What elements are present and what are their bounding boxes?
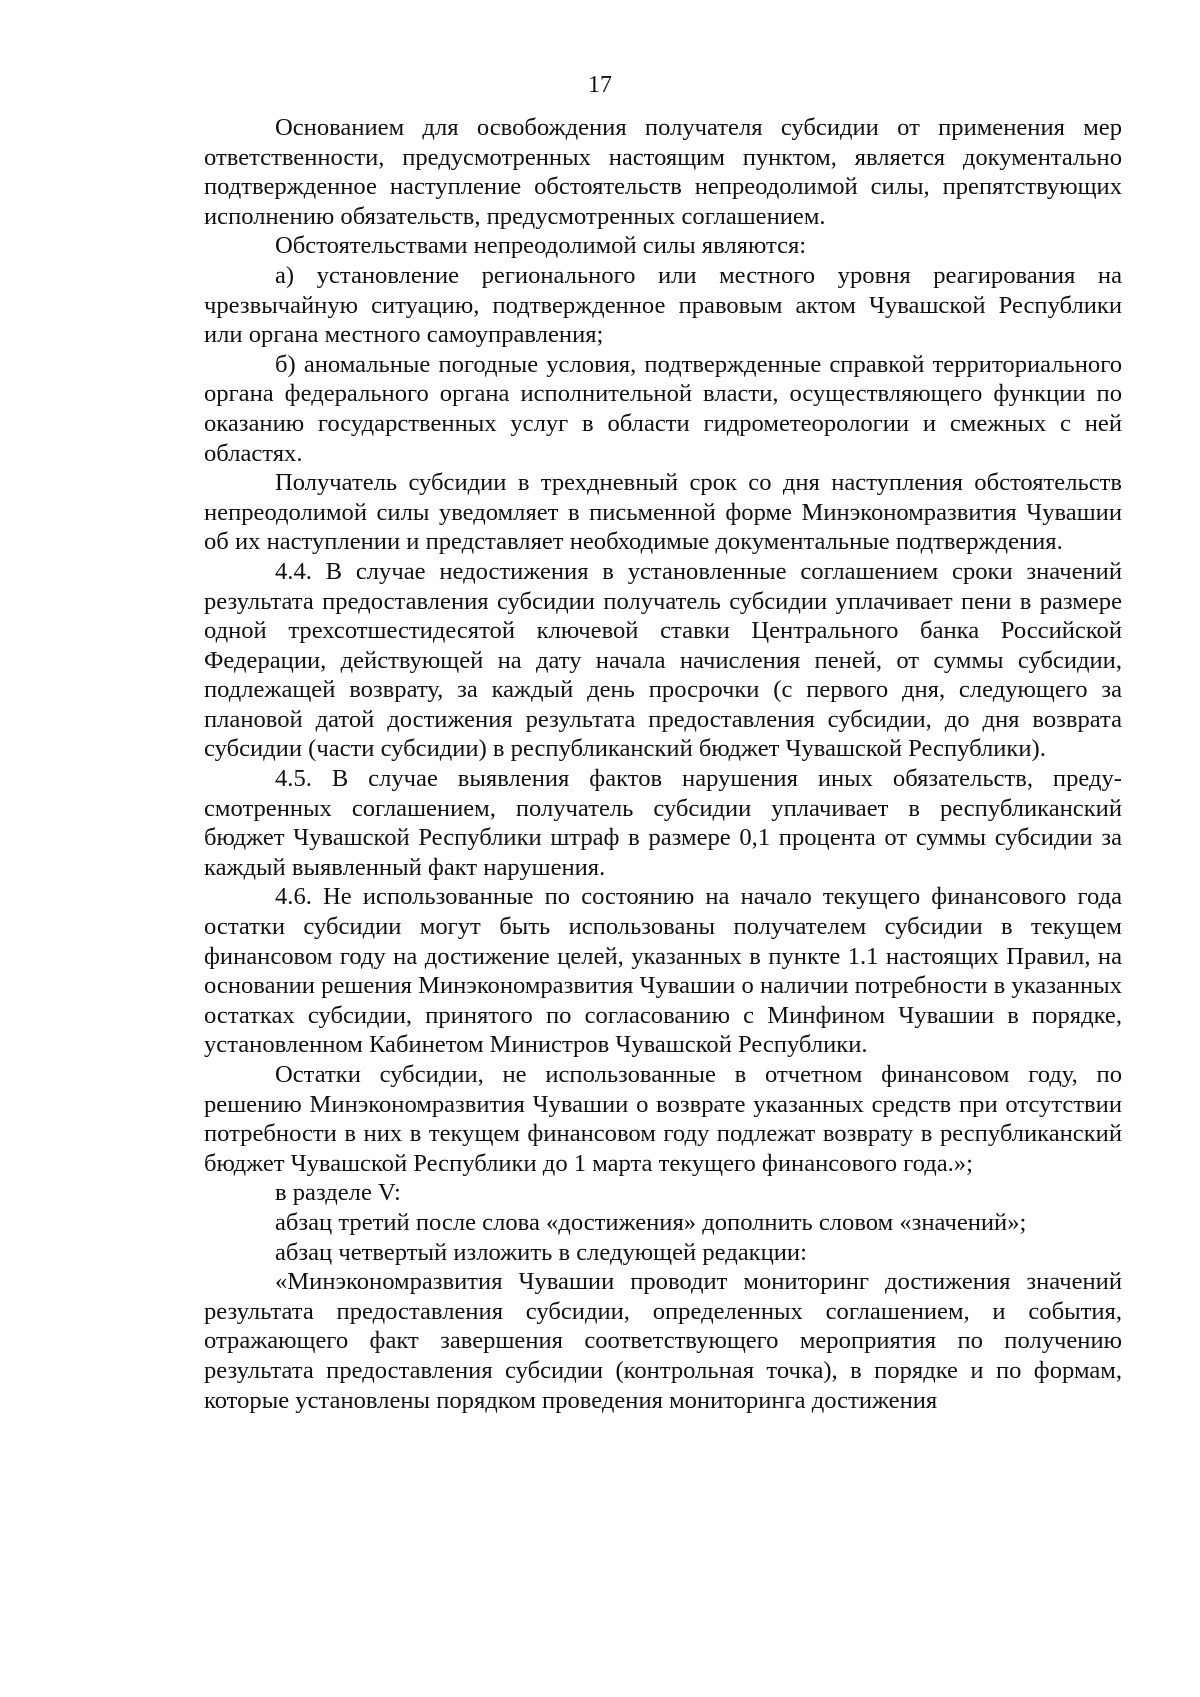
- paragraph-monitoring: «Минэкономразвития Чувашии проводит мониторинг достижения значений результата предоставления субсидии, определенных соглашением, и события, отражающего факт завершения соответствующего мероприятия по получению результата предоставления субсидии (контрольная точка), в порядке и по формам, которые установлены порядком проведения мониторинга достижения: [204, 1268, 1122, 1414]
- paragraph-item-a: а) установление регионального или местного уровня реагирования на чрезвычайную ситуацию, подтвержденное правовым актом Чувашской Республики или органа местного самоуправления;: [204, 261, 1122, 349]
- paragraph-item-b: б) аномальные погодные условия, подтвержденные справкой территориального органа федерального органа исполнительной власти, осуществляющего функции по оказанию государственных услуг в области гидрометеорологии и смежных с ней областях.: [204, 350, 1122, 467]
- paragraph-section-v: в разделе V:: [275, 1179, 401, 1207]
- paragraph-force-majeure-basis: Основанием для освобождения получателя субсидии от применения мер ответственности, предусмотренных настоящим пунктом, является документально подтвержденное наступление обстоятельств непреодолимой силы, препятствующих исполнению обязательств, предусмотренных соглашением.: [204, 114, 1122, 230]
- paragraph-remaining-funds: Остатки субсидии, не использованные в отчетном финансовом году, по решению Минэкономразвития Чувашии о возврате указанных средств при отсутствии потребности в них в текущем финансовом году подлежат возврату в республиканский бюджет Чувашской Республики до 1 марта текущего финансового года.»;: [204, 1061, 1122, 1177]
- document-body: [204, 113, 1122, 1415]
- paragraph-clause-4-5: 4.5. В случае выявления фактов нарушения иных обязательств, предусмотренных соглашением, получатель субсидии уплачивает в республиканский бюджет Чувашской Республики штраф в размере 0,1 процента от суммы субсидии за каждый выявленный факт нарушения.: [204, 765, 1122, 881]
- paragraph-fourth-abzac: абзац четвертый изложить в следующей редакции:: [275, 1238, 807, 1266]
- page-number: 17: [588, 72, 612, 98]
- paragraph-clause-4-6: 4.6. Не использованные по состоянию на начало текущего финансового года остатки субсидии могут быть использованы получателем субсидии в текущем финансовом году на достижение целей, указанных в пункте 1.1 настоящих Правил, на основании решения Минэкономразвития Чувашии о наличии потребности в указанных остатках субсидии, принятого по согласованию с Минфином Чувашии в порядке, установленном Кабинетом Министров Чувашской Республики.: [204, 883, 1122, 1059]
- paragraph-notification: Получатель субсидии в трехдневный срок со дня наступления обстоятельств непреодолимой силы уведомляет в письменной форме Минэкономразвития Чувашии об их наступлении и представляет необходимые документальные подтверждения.: [204, 469, 1122, 556]
- paragraph-force-majeure-list-intro: Обстоятельствами непреодолимой силы являются:: [275, 232, 807, 260]
- paragraph-clause-4-4: 4.4. В случае недостижения в установленные соглашением сроки значений результата предоставления субсидии получатель субсидии уплачивает пени в размере одной трехсотшестидесятой ключевой ставки Центрального банка Российской Федерации, действующей на дату начала начисления пеней, от суммы субсидии, подлежащей возврату, за каждый день просрочки (с первого дня, следующего за плановой датой достижения результата предоставления субсидии, до дня возврата субсидии (части субсидии) в республиканский бюджет Чувашской Республики).: [204, 557, 1122, 763]
- paragraph-third-abzac: абзац третий после слова «достижения» дополнить словом «значений»;: [275, 1208, 1027, 1236]
